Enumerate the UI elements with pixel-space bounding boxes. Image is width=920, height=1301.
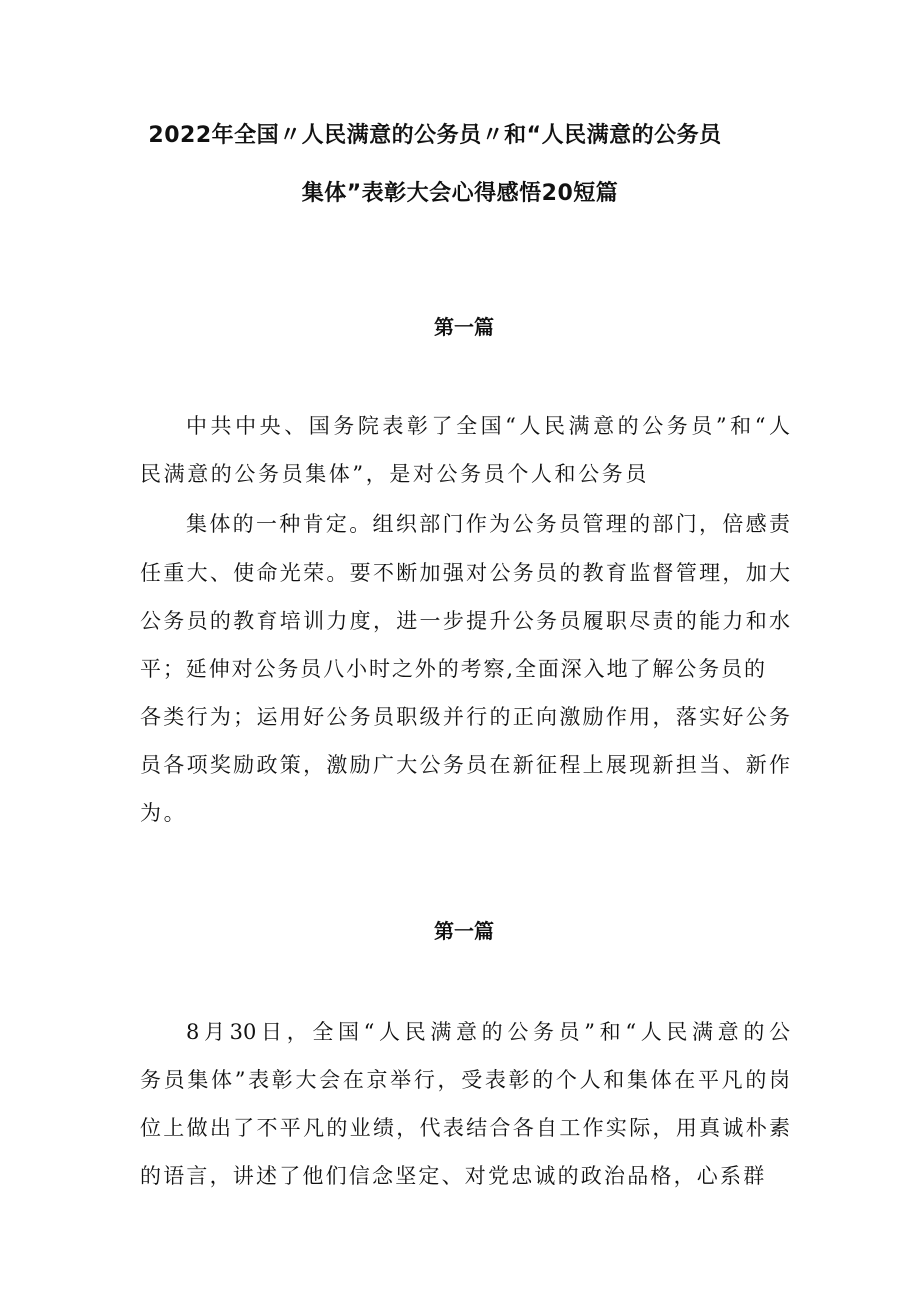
section-2-heading: 第一篇: [434, 919, 494, 943]
section-1-heading: 第一篇: [434, 315, 494, 339]
paragraph-line: 民满意的公务员集体”，是对公务员个人和公务员: [140, 462, 649, 486]
paragraph-line: 各类行为；运用好公务员职级并行的正向激励作用，落实好公务: [140, 705, 790, 729]
paragraph-line: 平；延伸对公务员八小时之外的考察,全面深入地了解公务员的: [140, 657, 767, 681]
paragraph-line: 员各项奖励政策，激励广大公务员在新征程上展现新担当、新作: [140, 753, 790, 777]
paragraph-line: 中共中央、国务院表彰了全国“人民满意的公务员”和“人: [186, 414, 790, 438]
paragraph-line: 任重大、使命光荣。要不断加强对公务员的教育监督管理，加大: [140, 561, 790, 585]
paragraph-line: 8月30日，全国“人民满意的公务员”和“人民满意的公: [186, 1020, 790, 1044]
paragraph-line: 集体的一种肯定。组织部门作为公务员管理的部门，倍感责: [186, 512, 790, 536]
paragraph-line: 公务员的教育培训力度，进一步提升公务员履职尽责的能力和水: [140, 609, 790, 633]
document-title-line-2: 集体”表彰大会心得感悟20短篇: [301, 181, 619, 206]
paragraph-line: 位上做出了不平凡的业绩，代表结合各自工作实际，用真诚朴素: [140, 1116, 790, 1140]
paragraph-line: 为。: [140, 801, 188, 825]
paragraph-line: 的语言，讲述了他们信念坚定、对党忠诚的政治品格，心系群: [140, 1164, 767, 1188]
paragraph-line: 务员集体”表彰大会在京举行，受表彰的个人和集体在平凡的岗: [140, 1068, 790, 1092]
document-title-line-1: 2022年全国〃人民满意的公务员〃和“人民满意的公务员: [148, 123, 722, 148]
